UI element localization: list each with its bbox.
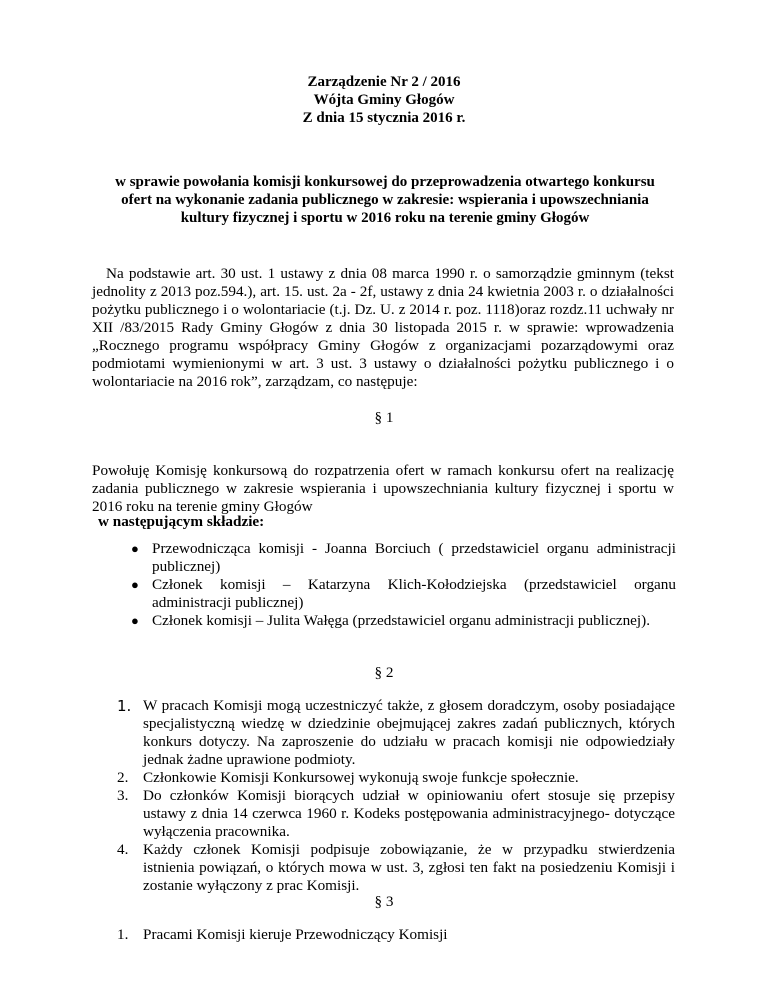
list-item	[131, 612, 676, 630]
section-2-heading: § 2	[374, 664, 394, 681]
item-number: 2.	[117, 769, 129, 786]
section-2-list	[117, 697, 675, 895]
list-item	[117, 787, 675, 841]
bullet-icon: ●	[131, 577, 139, 592]
list-item	[131, 540, 676, 576]
bullet-icon: ●	[131, 541, 139, 556]
committee-members-list	[131, 540, 676, 630]
title-line-3: Z dnia 15 stycznia 2016 r.	[302, 110, 466, 126]
list-item	[117, 926, 675, 944]
composition-label: w następującym składzie:	[98, 513, 265, 530]
section-1-text: Powołuję Komisję konkursową do rozpatrzenia ofert w ramach konkursu ofert na realizację zadania publicznego w zakresie wspierania i upowszechniania kultury fizycznej i sportu w 2016 roku na terenie gminy Głogów	[92, 462, 674, 515]
member-text: Członek komisji – Katarzyna Klich-Kołodziejska (przedstawiciel organu administracji publicznej)	[152, 576, 676, 611]
list-item	[117, 769, 675, 787]
member-text: Przewodnicząca komisji - Joanna Borciuch ( przedstawiciel organu administracji publicznej)	[152, 540, 676, 575]
title-line-1: Zarządzenie Nr 2 / 2016	[307, 74, 461, 90]
legal-basis-paragraph: Na podstawie art. 30 ust. 1 ustawy z dnia 08 marca 1990 r. o samorządzie gminnym (tekst jednolity z 2013 poz.594.), art. 15. ust. 2a - 2f, ustawy z dnia 24 kwietnia 2003 r. o działalności pożytku publicznego i o wolontariacie (t.j. Dz. U. z 2014 r. poz. 1118)oraz rozdz.11 uchwały nr XII /83/2015 Rady Gminy Głogów z dnia 30 listopada 2015 r. w sprawie: wprowadzenia „Rocznego programu współpracy Gminy Głogów z organizacjami pozarządowymi oraz podmiotami wymienionymi w art. 3 ust. 3 ustawy o działalności pożytku publicznego i o wolontariacie na 2016 rok”, zarządzam, co następuje:	[92, 265, 674, 390]
item-text: Członkowie Komisji Konkursowej wykonują swoje funkcje społecznie.	[143, 769, 579, 786]
item-number: 1.	[117, 697, 132, 715]
section-3-list	[117, 926, 675, 944]
document-subject	[95, 173, 675, 227]
section-1-heading: § 1	[374, 409, 394, 426]
item-text: Każdy członek Komisji podpisuje zobowiązanie, że w przypadku stwierdzenia istnienia powiązań, o których mowa w ust. 3, zgłosi ten fakt na posiedzeniu Komisji i zostanie wyłączony z prac Komisji.	[143, 841, 675, 894]
item-number: 1.	[117, 926, 129, 943]
item-number: 4.	[117, 841, 129, 858]
item-text: W pracach Komisji mogą uczestniczyć także, z głosem doradczym, osoby posiadające specjalistyczną wiedzę w dziedzinie obejmującej zakres zadań publicznych, których konkurs dotyczy. Na zaproszenie do udziału w pracach komisji nie odpowiedziały jednak żadne uprawione podmioty.	[143, 697, 675, 768]
item-text: Pracami Komisji kieruje Przewodniczący Komisji	[143, 926, 448, 943]
member-text: Członek komisji – Julita Wałęga (przedstawiciel organu administracji publicznej).	[152, 612, 650, 629]
subject-line-2: ofert na wykonanie zadania publicznego w zakresie: wspierania i upowszechniania	[121, 192, 649, 208]
item-text: Do członków Komisji biorących udział w opiniowaniu ofert stosuje się przepisy ustawy z dnia 14 czerwca 1960 r. Kodeks postępowania administracyjnego- dotyczące wyłączenia pracownika.	[143, 787, 675, 840]
list-item	[131, 576, 676, 612]
title-line-2: Wójta Gminy Głogów	[313, 92, 455, 108]
document-title	[0, 73, 768, 127]
section-3-heading: § 3	[374, 893, 394, 910]
item-number: 3.	[117, 787, 129, 804]
subject-line-3: kultury fizycznej i sportu w 2016 roku na terenie gminy Głogów	[180, 210, 590, 226]
subject-line-1: w sprawie powołania komisji konkursowej do przeprowadzenia otwartego konkursu	[115, 174, 655, 190]
list-item	[117, 697, 675, 769]
bullet-icon: ●	[131, 613, 139, 628]
list-item	[117, 841, 675, 895]
